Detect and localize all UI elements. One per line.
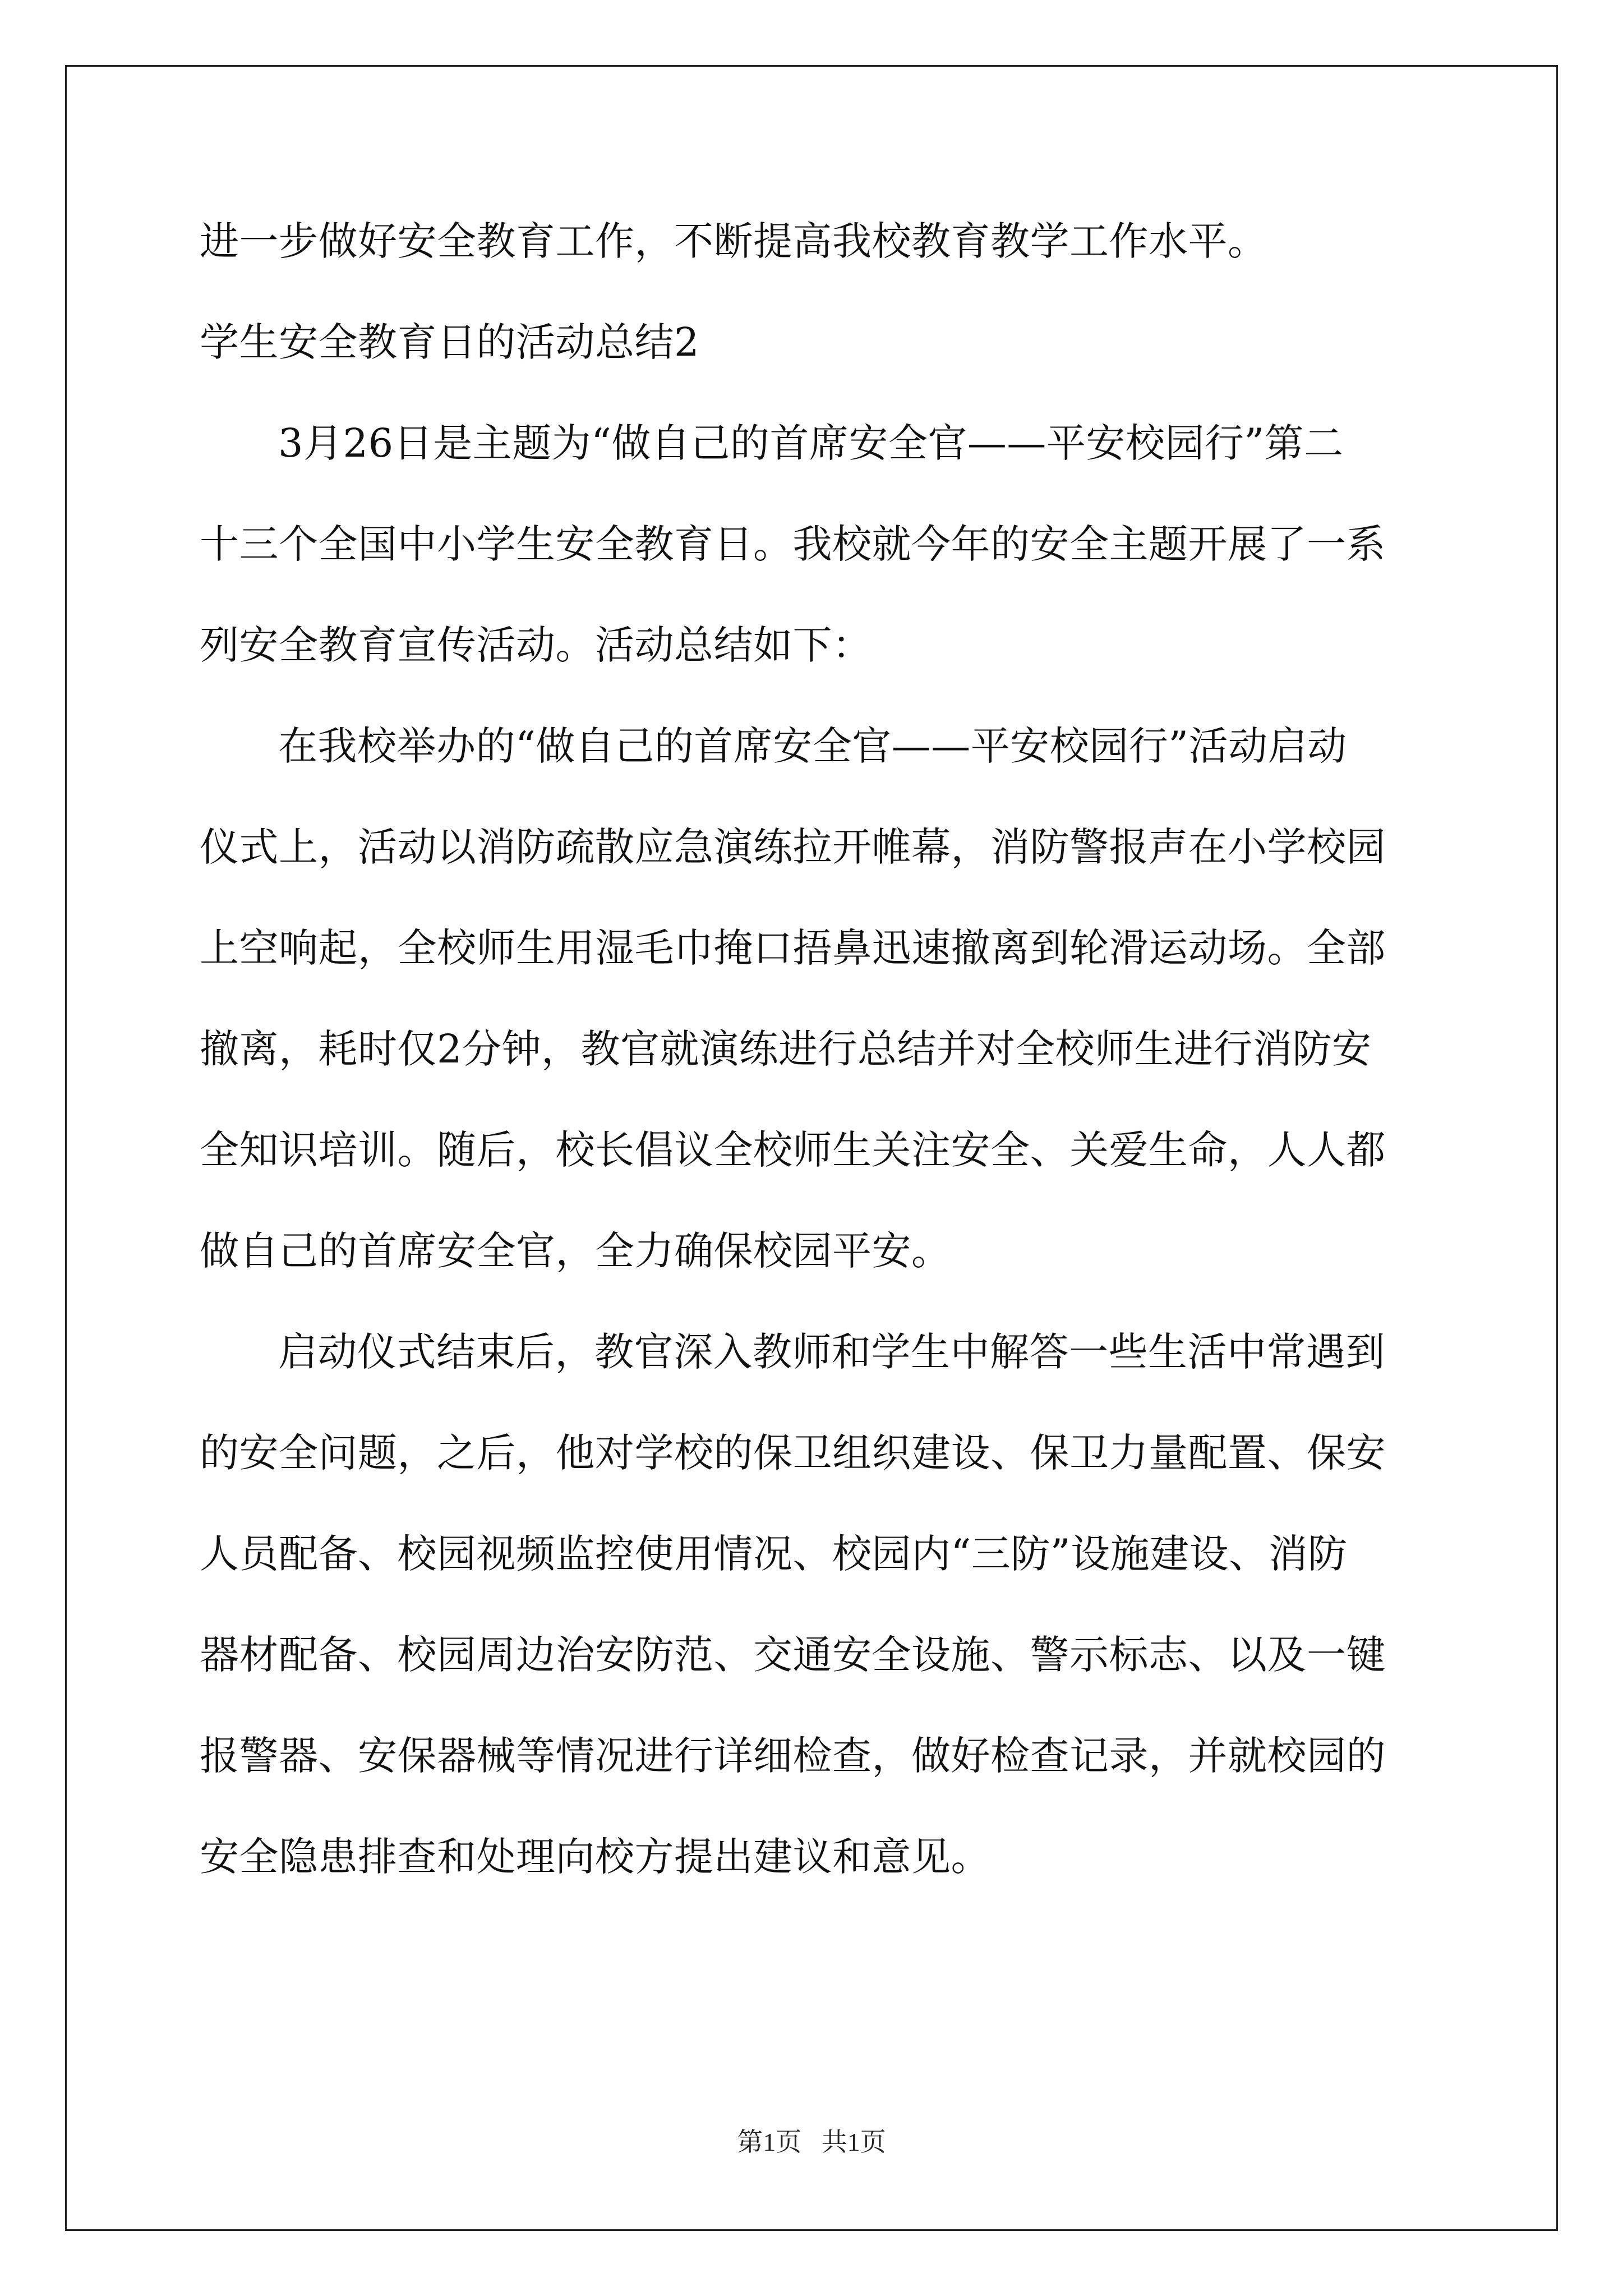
page-total: 共1页 — [821, 2128, 886, 2156]
page-number: 第1页 — [737, 2128, 802, 2156]
paragraph-line: 十三个全国中小学生安全教育日。我校就今年的安全主题开展了一系 — [200, 521, 1386, 567]
page-footer — [0, 2122, 1623, 2159]
paragraph-line: 仪式上，活动以消防疏散应急演练拉开帷幕，消防警报声在小学校园 — [200, 824, 1386, 870]
document-body — [200, 191, 1422, 1907]
section-heading: 学生安全教育日的活动总结2 — [200, 319, 700, 365]
paragraph-line: 安全隐患排查和处理向校方提出建议和意见。 — [200, 1834, 990, 1880]
paragraph-line: 列安全教育宣传活动。活动总结如下： — [200, 622, 872, 668]
paragraph-line: 报警器、安保器械等情况进行详细检查，做好检查记录，并就校园的 — [200, 1733, 1386, 1779]
paragraph-line: 器材配备、校园周边治安防范、交通安全设施、警示标志、以及一键 — [200, 1632, 1386, 1678]
paragraph-line: 做自己的首席安全官，全力确保校园平安。 — [200, 1228, 951, 1274]
paragraph-line: 在我校举办的“做自己的首席安全官——平安校园行”活动启动 — [278, 723, 1347, 769]
paragraph-line: 上空响起，全校师生用湿毛巾掩口捂鼻迅速撤离到轮滑运动场。全部 — [200, 925, 1386, 971]
paragraph-line: 撤离，耗时仅2分钟，教官就演练进行总结并对全校师生进行消防安 — [200, 1026, 1372, 1072]
paragraph-line: 的安全问题，之后，他对学校的保卫组织建设、保卫力量配置、保安 — [200, 1430, 1386, 1476]
paragraph-line: 全知识培训。随后，校长倡议全校师生关注安全、关爱生命，人人都 — [200, 1127, 1386, 1173]
paragraph-line: 启动仪式结束后，教官深入教师和学生中解答一些生活中常遇到 — [278, 1329, 1385, 1375]
paragraph-line: 人员配备、校园视频监控使用情况、校园内“三防”设施建设、消防 — [200, 1531, 1348, 1577]
paragraph-line: 进一步做好安全教育工作，不断提高我校教育教学工作水平。 — [200, 218, 1267, 264]
paragraph-line: 3月26日是主题为“做自己的首席安全官——平安校园行”第二 — [278, 420, 1344, 466]
